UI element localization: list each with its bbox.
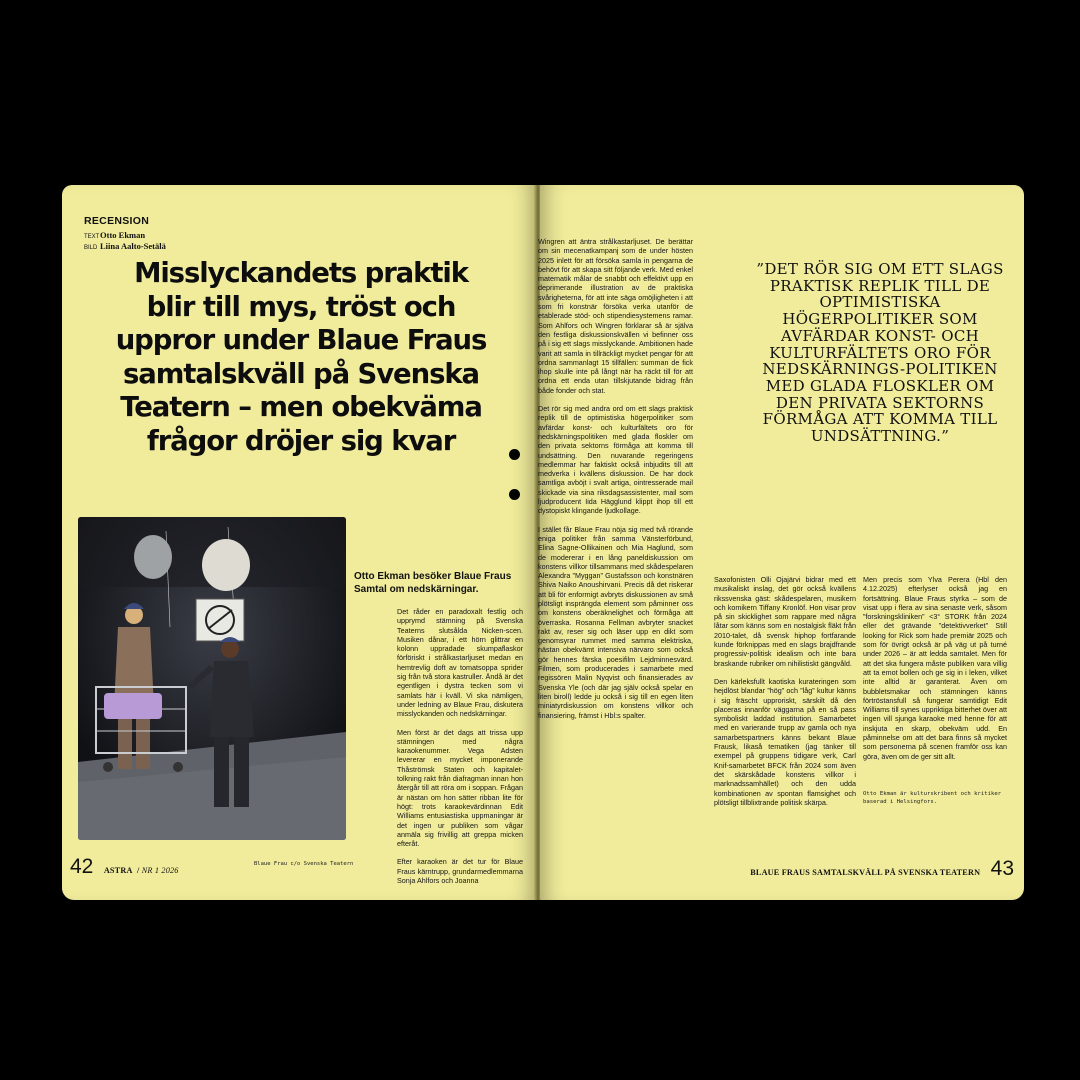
- middle-column-text: [538, 237, 693, 729]
- byline-credits: [84, 231, 166, 252]
- credit-role: BILD: [84, 244, 98, 251]
- left-folio: 42 ASTRA / NR 1 2026: [70, 855, 179, 878]
- headline-line: frågor dröjer sig kvar: [146, 424, 456, 457]
- body-paragraph: Wingren att äntra strålkastarljuset. De berättar om sin mecenatkampanj som de under hösten 2025 inlett för att försöka samla in pengarna de behövt för att skapa sitt följande verk. Med enkel matematik målar de snabbt och effektivt upp en deprimerande illustration av de praktiska svårigheterna, för att inte säga omöjligheten i att som fri konstnär försöka verka utanför de etablerade stöd- och stipendiesystemens ramar. Som Ahlfors och Wingren förklarar så är själva den festliga diskussionskvällen vi befinner oss på i sig ett slags misslyckande. Ambitionen hade varit att samla in tillräckligt mycket pengar för att ordna sammanlagt 15 tillfällen: summan de fick ihop skulle inte på långt när ha räckt till för att ordna ett enda utan tillskjutande bidrag från både fonder och stat.: [538, 237, 693, 395]
- right-body-column-b: [863, 575, 1007, 770]
- article-photo: [78, 517, 346, 840]
- headline-line: uppror under Blaue Fraus: [115, 324, 487, 356]
- body-paragraph: Men först är det dags att trissa upp stämningen med några karaokenummer. Vega Adsten levererar en mycket imponerande Thåströmsk Staten och kapitalet-tolkning rakt från diafragman innan hon återgår till att röra om i soppan. Frågan är nästan om hon sätter ribban lite för högt: trots karaokevärdinnan Edit Williams entusiastiska uppmaningar är det ingen ur publiken som vågar anmäla sig frivillig att greppa micken efteråt.: [397, 727, 523, 849]
- page-number: 42: [70, 855, 94, 878]
- headline-line: Teatern – men obekväma: [120, 391, 482, 423]
- left-page: [62, 185, 536, 900]
- body-paragraph: Det rör sig med andra ord om ett slags praktisk replik till de optimistiska högerpolitiker som avfärdar konst- och kulturfältets oro för nedskärningspolitiken med glada floskler om den privata sektorns förmåga att komma till undsättning. Den nuvarande regeringens medlemmar har faktiskt också inbjudits till att medverka i kvällens diskussion. De har dock samtliga avböjt i svalt artiga, ointresserade mail skickade via sina riksdagsassistenter, mail som ljudproducent Iida Hägglund klippt ihop till ett dystopiskt klingande ljudkollage.: [538, 404, 693, 516]
- running-title: BLAUE FRAUS SAMTALSKVÄLL PÅ SVENSKA TEATERN: [750, 868, 981, 877]
- magazine-name: ASTRA: [103, 866, 133, 875]
- credit-role: TEXT: [84, 234, 100, 240]
- photo-caption: Blaue Frau c/o Svenska Teatern: [254, 861, 354, 867]
- right-body-column-a: [714, 575, 856, 816]
- body-paragraph: Den kärleksfullt kaotiska kurateringen som hejdlöst blandar ”hög” och ”låg” kultur känns i sig fräscht upproriskt, särskilt då den placeras innanför väggarna på en så pass symboliskt laddad institution. Samarbetet med en varierande trupp av gamla och nya samarbetspartners känns bekant Blaue Frausk, likaså tematiken (jag tänker till exempel på gruppens tidigare verk, Carl Knif-samarbetet BFCK från 2024 som även det skärskådade konstens villkor i marknadssamhället) och den udda kombinationen av spontan flamsighet och plötsligt tillblixtrande politisk skärpa.: [714, 676, 856, 807]
- binder-hole: [509, 489, 520, 500]
- body-paragraph: I stället får Blaue Frau nöja sig med två rörande eniga politiker från samma Vänsterförbund, Elina Sagne-Ollikainen och Mia Haglund, som de modererar i en lång paneldiskussion om konstens villkor tillsammans med skådespelaren Alexandra ”Myggan” Gustafsson och konstnären Shiva Naiko Anoushirvani. Precis då det riskerar att bli för enformigt avbryts diskussionen av små plötsligt insprängda element som påminner oss om konstens oberäknelighet och förmåga att överraska. Rosanna Fellman avbryter snacket rakt av, reser sig och läser upp en dikt som genomsyrar rummet med samma elektriska, nästan obekvämt intensiva närvaro som också gör hennes färska poesifilm Lejdminnesvärd. Filmen, som producerades i samarbete med regissören Malin Nyqvist och finansierades av Svenska Yle (och där jag själv också spelar en liten biroll) ledde ju också i sig till en egen liten miniatyrdiskussion om konstens villkor och finansiering, främst i Hbl:s spalter.: [538, 524, 693, 720]
- issue-label: NR 1 2026: [141, 866, 179, 875]
- body-paragraph: Saxofonisten Olli Ojajärvi bidrar med ett musikaliskt inslag, det gör också kvällens rikssvenska gäst: skådespelaren, musikern och komikern Tiffany Kronlöf. Hon visar prov på sin skicklighet som rappare med några låtar som känns som en nostalgisk fläkt från 2010-talet, då svensk hiphop fortfarande kunde förknippas med en slags brajdfrande progressiv-politisk idealism och inte bara braskande rubriker om nihilistiskt gängvåld.: [714, 575, 856, 668]
- page-number: 43: [990, 857, 1014, 880]
- stage-photo-illustration: [78, 517, 346, 840]
- body-paragraph: Det råder en paradoxalt festlig och upprymd stämning på Svenska Teaterns slutsålda Nicken-scen. Musiken dånar, i ett hörn glittrar en kolonn uppradade skumpaflaskor förföriskt i strålkastarljuset medan en hemtrevlig doft av tomatsoppa sprider sig från två stora kastruller. Ändå är det egentligen i dystra tecken som vi samlats här i kväll. Vi ska nämligen, under ledning av Blaue Frau, diskutera misslyckanden och nedskärningar.: [397, 607, 523, 719]
- body-paragraph: Efter karaoken är det tur för Blaue Fraus kärntrupp, grundarmedlemmarna Sonja Ahlfors och Joanna: [397, 857, 523, 886]
- right-folio: [750, 857, 1014, 881]
- headline-line: samtalskväll på Svenska: [123, 357, 479, 390]
- credit-name: Liina Aalto-Setälä: [100, 240, 166, 251]
- body-paragraph: Men precis som Ylva Perera (Hbl den 4.12.2025) efterlyser också jag en fortsättning. Blaue Fraus styrka – som de visat upp i flera av sina senaste verk, såsom ”forskningskliniken” <3° STORK från 2024 eller det grävande ”detektivverket” Still looking for Rick som hade premiär 2025 och som för övrigt också är på väg ut på turné under 2026 – är att ledda samtalet. Men för att det ska fungera måste publiken vara villig att ta emot bollen och ge sig in i leken, vilket inte alltid är garanterat. Även om bubbletsmakar och stämningen känns förtröstansfull så fungerar samtidigt Edit Williams till synes uppriktiga bitterhet över att ingen vill sjunga karaoke med henne för att inskjuta en skarp, obekväm udd. En påminnelse om att det bara finns så mycket som personerna på scenen framför oss kan göra, även om de ger sitt allt.: [863, 575, 1007, 761]
- headline-line: blir till mys, tröst och: [146, 290, 456, 323]
- article-lede: Otto Ekman besöker Blaue Fraus Samtal om nedskärningar.: [354, 571, 512, 595]
- headline-line: Misslyckandets praktik: [134, 257, 468, 289]
- article-headline: [76, 257, 526, 458]
- pull-quote: ”DET RÖR SIG OM ETT SLAGS PRAKTISK REPLIK TILL DE OPTIMISTISKA HÖGERPOLITIKER SOM AVFÄRDAR KONST- OCH KULTURFÄLTETS ORO FÖR NEDSKÄRNINGS-POLITIKEN MED GLADA FLOSKLER OM DEN PRIVATA SEKTORNS FÖRMÅGA ATT KOMMA TILL UNDSÄTTNING.”: [756, 260, 1004, 446]
- author-bio: Otto Ekman är kulturskribent och kritiker baserad i Helsingfors.: [863, 791, 1002, 805]
- credit-name: Otto Ekman: [100, 230, 146, 240]
- binder-hole: [509, 449, 520, 460]
- section-kicker: RECENSION: [84, 215, 150, 227]
- left-body-column: [397, 607, 523, 894]
